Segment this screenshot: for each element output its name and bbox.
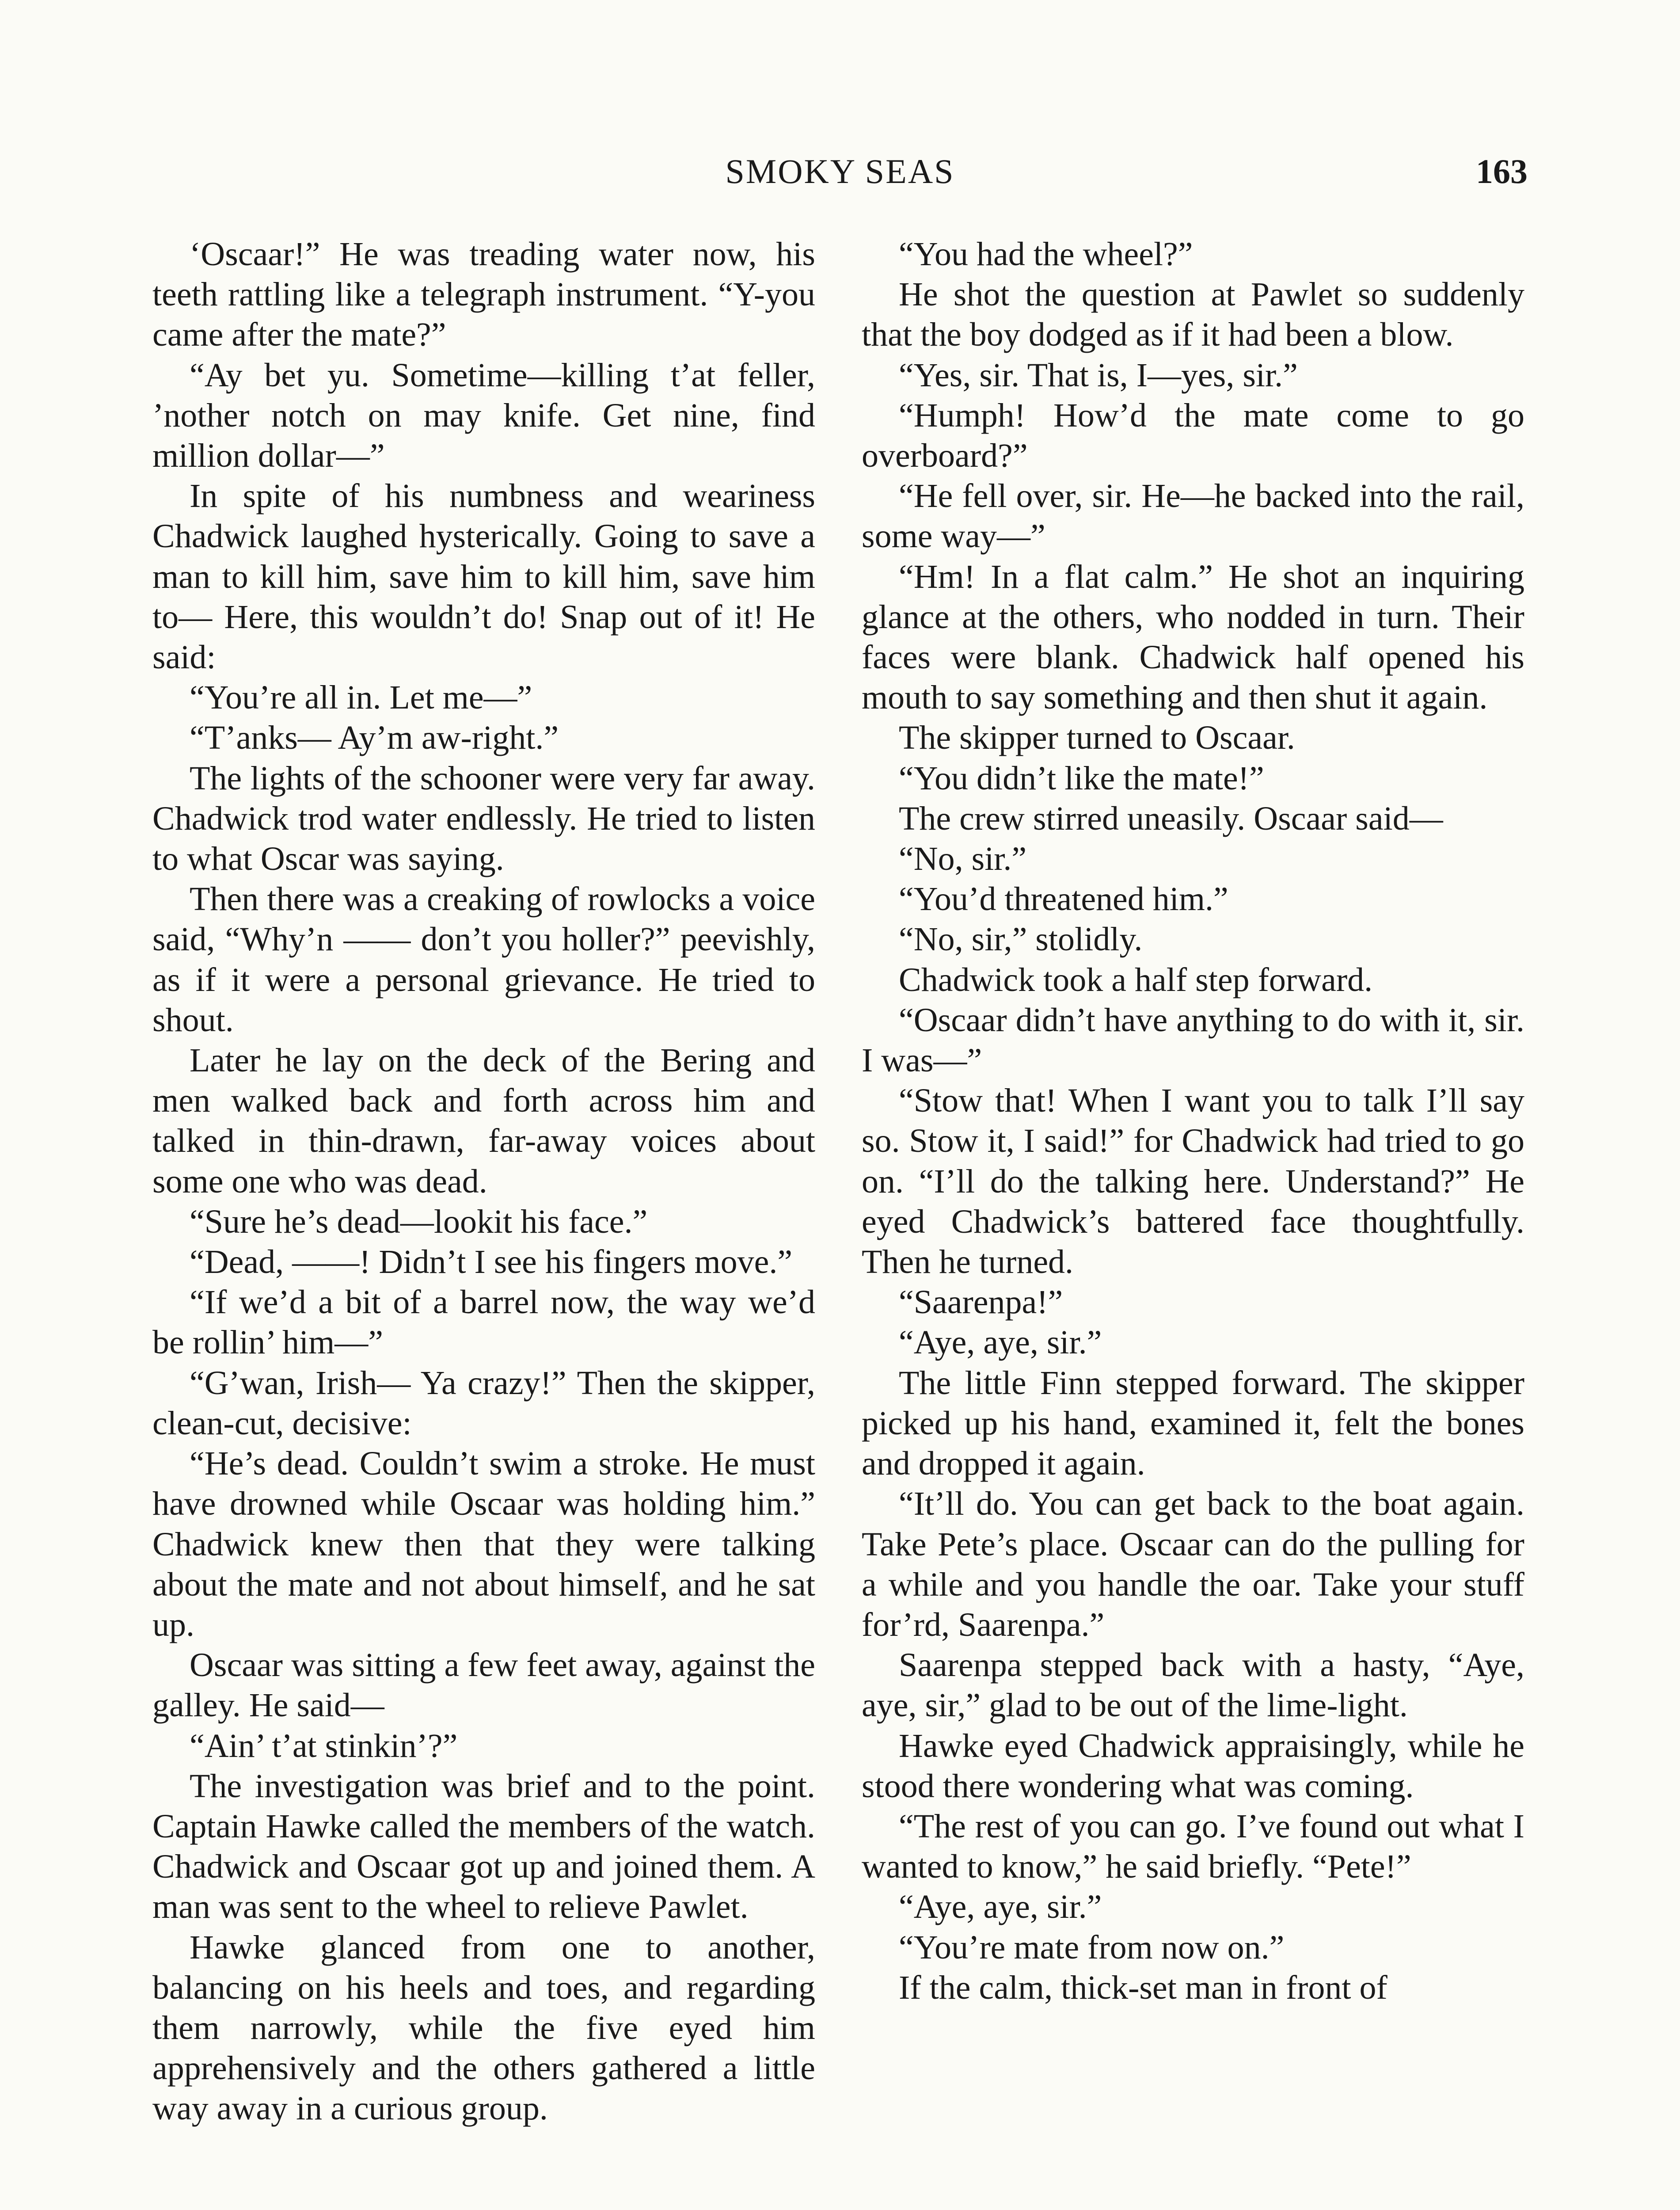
paragraph: “Sure he’s dead—lookit his face.”: [190, 1203, 648, 1240]
paragraph: Hawke glanced from one to another, balancing on his heels and toes, and regarding them narrowly, while the five eyed him apprehensively and the others gathered a little way away in a curious group.: [152, 1928, 815, 2127]
paragraph: “No, sir,” stolidly.: [899, 921, 1143, 958]
paragraph: “If we’d a bit of a barrel now, the way we’d be rollin’ him—”: [152, 1284, 815, 1361]
paragraph: “G’wan, Irish— Ya crazy!” Then the skipper, clean-cut, decisive:: [152, 1364, 815, 1442]
paragraph: He shot the question at Pawlet so suddenly that the boy dodged as if it had been a blow.: [862, 276, 1524, 354]
paragraph: “Yes, sir. That is, I—yes, sir.”: [899, 356, 1298, 394]
paragraph: “Aye, aye, sir.”: [899, 1888, 1102, 1926]
paragraph: ‘Oscaar!” He was treading water now, his teeth rattling like a telegraph instrument. “Y-you came after the mate?”: [152, 236, 815, 354]
paragraph: In spite of his numbness and weariness Chadwick laughed hysterically. Going to save a man to kill him, save him to kill him, save him to— Here, this wouldn’t do! Snap out of it! He said:: [152, 477, 815, 676]
paragraph: “Ain’ t’at stinkin’?”: [190, 1727, 458, 1764]
right-text-column: [862, 234, 1524, 2008]
paragraph: “Saarenpa!”: [899, 1284, 1063, 1321]
paragraph: Later he lay on the deck of the Bering and men walked back and forth across him and talked in thin-drawn, far-away voices about some one who was dead.: [152, 1042, 815, 1200]
paragraph: “Ay bet yu. Sometime—killing t’at feller, ’nother notch on may knife. Get nine, find million dollar—”: [152, 356, 815, 475]
paragraph: “The rest of you can go. I’ve found out what I wanted to know,” he said briefly. “Pete!”: [862, 1807, 1524, 1886]
paragraph: Oscaar was sitting a few feet away, against the galley. He said—: [152, 1646, 815, 1724]
paragraph: If the calm, thick-set man in front of: [899, 1969, 1387, 2006]
paragraph: The investigation was brief and to the point. Captain Hawke called the members of the watch. Chadwick and Oscaar got up and joined them. A man was sent to the wheel to relieve Pawlet.: [152, 1767, 815, 1926]
paragraph: The crew stirred uneasily. Oscaar said—: [899, 800, 1443, 837]
paragraph: “He fell over, sir. He—he backed into the rail, some way—”: [862, 477, 1524, 555]
paragraph: “It’ll do. You can get back to the boat again. Take Pete’s place. Oscaar can do the pulling for a while and you handle the oar. Take your stuff for’rd, Saarenpa.”: [862, 1485, 1524, 1643]
paragraph: “Aye, aye, sir.”: [899, 1324, 1102, 1361]
page-number: 163: [1476, 152, 1528, 191]
paragraph: “T’anks— Ay’m aw-right.”: [190, 719, 559, 757]
page-header: [152, 149, 1528, 202]
paragraph: The lights of the schooner were very far away. Chadwick trod water endlessly. He tried to listen to what Oscar was saying.: [152, 759, 815, 878]
paragraph: “Hm! In a flat calm.” He shot an inquiring glance at the others, who nodded in turn. Their faces were blank. Chadwick half opened his mouth to say something and then shut it again.: [862, 558, 1524, 716]
paragraph: The little Finn stepped forward. The skipper picked up his hand, examined it, felt the bones and dropped it again.: [862, 1364, 1524, 1482]
paragraph: “Dead, ——! Didn’t I see his fingers move.”: [190, 1243, 793, 1281]
running-title: SMOKY SEAS: [725, 152, 955, 191]
paragraph: “Oscaar didn’t have anything to do with it, sir. I was—”: [862, 1001, 1524, 1079]
paragraph: Saarenpa stepped back with a hasty, “Aye, aye, sir,” glad to be out of the lime-light.: [862, 1646, 1524, 1724]
paragraph: “You had the wheel?”: [899, 236, 1193, 273]
paragraph: “You’re mate from now on.”: [899, 1928, 1285, 1966]
paragraph: “Humph! How’d the mate come to go overboard?”: [862, 396, 1524, 475]
paragraph: The skipper turned to Oscaar.: [899, 719, 1295, 757]
paragraph: “Stow that! When I want you to talk I’ll say so. Stow it, I said!” for Chadwick had tried to go on. “I’ll do the talking here. Understand?” He eyed Chadwick’s battered face thoughtfully. Then he turned.: [862, 1082, 1524, 1281]
paragraph: Then there was a creaking of rowlocks a voice said, “Why’n —— don’t you holler?” peevishly, as if it were a personal grievance. He tried to shout.: [152, 880, 815, 1039]
paragraph: “He’s dead. Couldn’t swim a stroke. He must have drowned while Oscaar was holding him.” Chadwick knew then that they were talking about the mate and not about himself, and he sat up.: [152, 1445, 815, 1643]
paragraph: “You didn’t like the mate!”: [899, 759, 1264, 797]
paragraph: “You’d threatened him.”: [899, 880, 1228, 918]
paragraph: Chadwick took a half step forward.: [899, 961, 1373, 998]
paragraph: “You’re all in. Let me—”: [190, 679, 532, 716]
paragraph: “No, sir.”: [899, 840, 1027, 878]
paragraph: Hawke eyed Chadwick appraisingly, while he stood there wondering what was coming.: [862, 1727, 1524, 1805]
left-text-column: [152, 234, 815, 2129]
